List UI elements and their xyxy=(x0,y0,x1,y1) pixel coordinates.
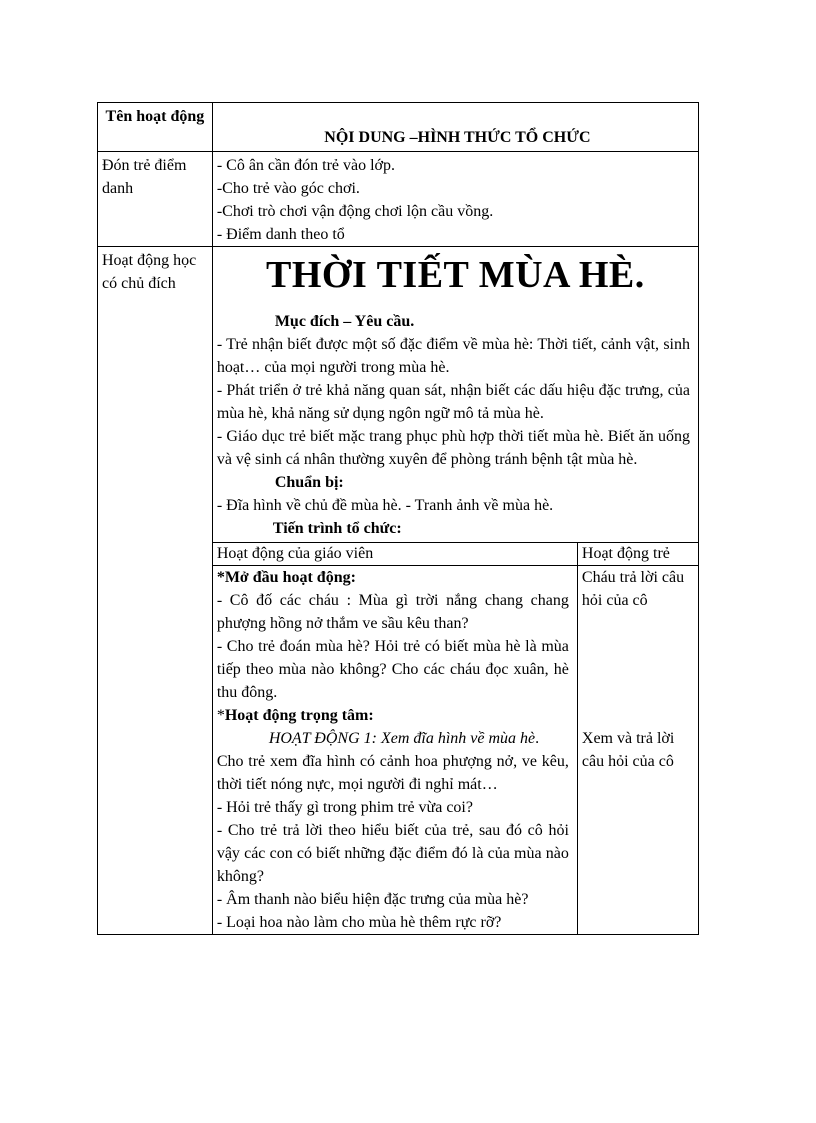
welcome-line: -Chơi trò chơi vận động chơi lộn cầu vồng. xyxy=(216,203,494,220)
child-response: Cháu trả lời câu hỏi của cô xyxy=(581,569,685,609)
welcome-label: Đón trẻ điểm danh xyxy=(98,152,213,247)
teacher-activities xyxy=(213,566,578,935)
lesson-title: THỜI TIẾT MÙA HÈ. xyxy=(266,254,645,296)
header-activity-name: Tên hoạt động xyxy=(98,103,213,152)
header-row xyxy=(98,103,699,152)
activity1-line: - Loại hoa nào làm cho mùa hè thêm rực rỡ? xyxy=(216,914,502,931)
welcome-line: -Cho trẻ vào góc chơi. xyxy=(216,180,360,197)
child-activities xyxy=(577,566,698,935)
intro-line: - Cho trẻ đoán mùa hè? Hỏi trẻ có biết mùa hè là mùa tiếp theo mùa nào không? Cho các cháu đọc xuân, hè thu đông. xyxy=(216,638,569,701)
goal-item: - Phát triển ở trẻ khả năng quan sát, nhận biết các dấu hiệu đặc trưng, của mùa hè, khả năng sử dụng ngôn ngữ mô tả mùa hè. xyxy=(216,382,690,422)
welcome-content xyxy=(212,152,698,247)
intro-heading: *Mở đầu hoạt động: xyxy=(216,569,356,586)
process-body-row xyxy=(213,566,698,935)
activity-row xyxy=(98,247,699,935)
goal-heading: Mục đích – Yêu cầu. xyxy=(274,313,415,330)
goal-item: - Giáo dục trẻ biết mặc trang phục phù hợp thời tiết mùa hè. Biết ăn uống và vệ sinh cá nhân thường xuyên để phòng tránh bệnh tật mùa hè. xyxy=(216,428,690,468)
activity1-line: - Cho trẻ trả lời theo hiểu biết của trẻ, sau đó cô hỏi vậy các con có biết những đặc điểm đó là của mùa nào không? xyxy=(216,822,569,885)
welcome-line: - Cô ân cần đón trẻ vào lớp. xyxy=(216,157,395,174)
welcome-line: - Điểm danh theo tổ xyxy=(216,226,345,243)
activity1-title-tail: . xyxy=(535,730,540,747)
prep-heading: Chuẩn bị: xyxy=(274,474,344,491)
activity1-line: - Âm thanh nào biểu hiện đặc trưng của mùa hè? xyxy=(216,891,529,908)
activity1-title: HOẠT ĐỘNG 1: Xem đĩa hình về mùa hè xyxy=(268,730,536,747)
intro-line: - Cô đố các cháu : Mùa gì trời nắng chang chang phượng hồng nở thắm ve sầu kêu than? xyxy=(216,592,569,632)
welcome-row xyxy=(98,152,699,247)
activity-label: Hoạt động học có chủ đích xyxy=(98,247,213,935)
child-response: Xem và trả lời câu hỏi của cô xyxy=(581,730,675,770)
process-heading: Tiến trình tổ chức: xyxy=(272,520,402,537)
activity1-line: Cho trẻ xem đĩa hình có cảnh hoa phượng nở, ve kêu, thời tiết nóng nực, mọi người đi nghỉ mát… xyxy=(216,753,569,793)
main-heading-star: * xyxy=(216,707,225,724)
activity-content xyxy=(212,247,698,935)
child-column-header: Hoạt động trẻ xyxy=(577,543,698,566)
process-table xyxy=(213,542,698,934)
main-heading-line xyxy=(217,704,569,727)
process-header-row xyxy=(213,543,698,566)
prep-text: - Đĩa hình về chủ đề mùa hè. - Tranh ảnh về mùa hè. xyxy=(216,497,554,514)
lesson-plan-table xyxy=(97,102,699,935)
activity1-line: - Hỏi trẻ thấy gì trong phim trẻ vừa coi? xyxy=(216,799,473,816)
teacher-column-header: Hoạt động của giáo viên xyxy=(213,543,578,566)
main-heading: Hoạt động trọng tâm: xyxy=(224,707,374,724)
activity1-title-line xyxy=(217,727,569,750)
goal-item: - Trẻ nhận biết được một số đặc điểm về mùa hè: Thời tiết, cảnh vật, sinh hoạt… của mọi người trong mùa hè. xyxy=(216,336,690,376)
header-content-form: NỘI DUNG –HÌNH THỨC TỔ CHỨC xyxy=(212,103,698,152)
